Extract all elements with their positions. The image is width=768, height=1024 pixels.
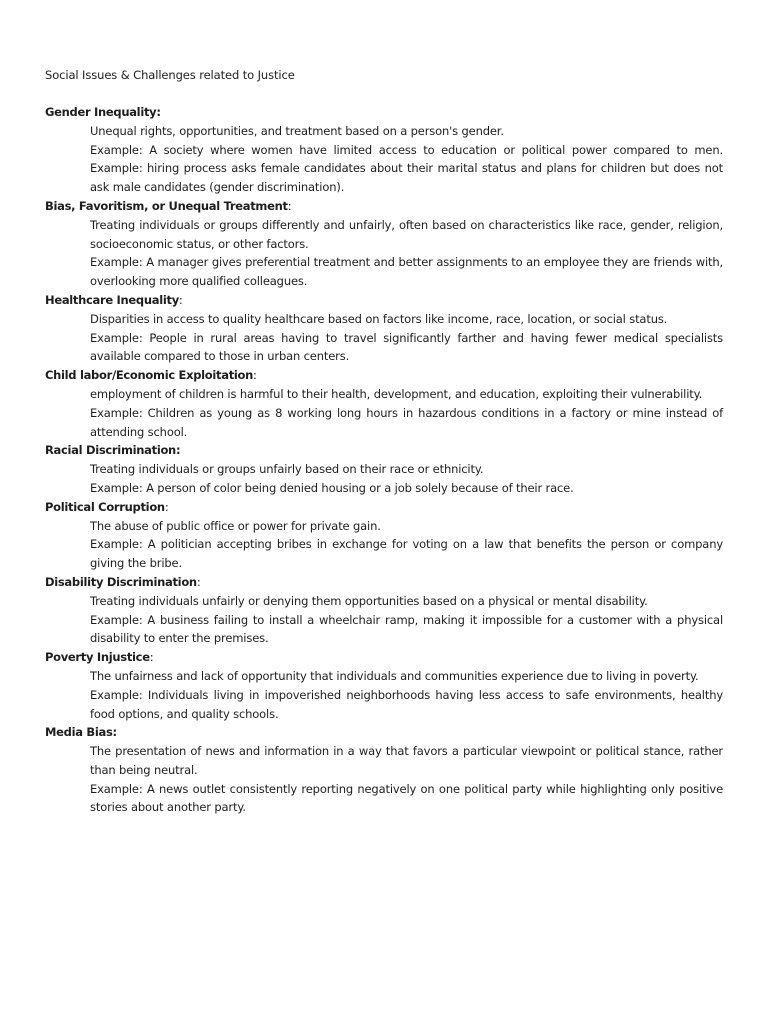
- section-heading-text: Healthcare Inequality: [45, 292, 179, 307]
- section-heading-text: Media Bias:: [45, 725, 117, 740]
- section-heading-colon: :: [253, 368, 257, 383]
- section-example: Example: A news outlet consistently reporting negatively on one political party while highlighting only positive stories about another party.: [90, 781, 723, 815]
- section-heading: [45, 291, 723, 310]
- section-example: Example: Individuals living in impoverished neighborhoods having less access to safe environments, healthy food options, and quality schools.: [90, 687, 723, 721]
- section-healthcare-inequality: [45, 291, 723, 366]
- section-example: Example: A business failing to install a wheelchair ramp, making it impossible for a customer with a physical disability to enter the premises.: [90, 612, 723, 646]
- section-definition: Disparities in access to quality healthcare based on factors like income, race, location, or social status.: [90, 311, 668, 326]
- section-heading: [45, 103, 723, 122]
- section-child-labor: [45, 366, 723, 441]
- section-heading-text: Political Corruption: [45, 499, 165, 514]
- section-example: Example: A manager gives preferential treatment and better assignments to an employee they are friends with, overlooking more qualified colleagues.: [90, 255, 723, 289]
- section-political-corruption: [45, 498, 723, 573]
- document-title: Social Issues & Challenges related to Justice: [45, 68, 295, 82]
- section-definition: employment of children is harmful to their health, development, and education, exploiting their vulnerability.: [90, 386, 703, 401]
- section-example: Example: A politician accepting bribes in exchange for voting on a law that benefits the person or company giving the bribe.: [90, 537, 723, 571]
- section-heading: [45, 441, 723, 460]
- section-example: Example: Children as young as 8 working long hours in hazardous conditions in a factory or mine instead of attending school.: [90, 405, 723, 439]
- section-definition: The abuse of public office or power for private gain.: [90, 518, 381, 533]
- section-heading-text: Child labor/Economic Exploitation: [45, 368, 254, 383]
- section-definition: Treating individuals or groups unfairly based on their race or ethnicity.: [90, 462, 484, 477]
- section-bias-favoritism: [45, 197, 723, 291]
- section-definition: Treating individuals unfairly or denying them opportunities based on a physical or mental disability.: [90, 593, 648, 608]
- section-example: Example: A society where women have limited access to education or political power compared to men. Example: hiring process asks female candidates about their marital status and plans for children but does not ask male candidates (gender discrimination).: [90, 142, 723, 195]
- section-disability-discrimination: [45, 573, 723, 648]
- section-heading: [45, 648, 723, 667]
- section-heading-text: Disability Discrimination: [45, 574, 197, 589]
- section-heading-colon: :: [178, 292, 183, 307]
- section-heading-text: Gender Inequality:: [45, 105, 161, 119]
- section-definition: Unequal rights, opportunities, and treatment based on a person's gender.: [90, 123, 504, 138]
- section-racial-discrimination: [45, 441, 723, 497]
- section-heading: [45, 723, 723, 742]
- section-heading-text: Poverty Injustice: [45, 650, 150, 665]
- section-heading-text: Racial Discrimination:: [45, 443, 181, 458]
- section-heading: [45, 197, 723, 216]
- document-body: [45, 103, 723, 817]
- section-heading-colon: :: [287, 198, 292, 213]
- section-gender-inequality: [45, 103, 723, 197]
- section-heading-text: Bias, Favoritism, or Unequal Treatment: [45, 198, 288, 213]
- section-heading: [45, 366, 723, 385]
- section-definition: Treating individuals or groups differently and unfairly, often based on characteristics like race, gender, religion, socioeconomic status, or other factors.: [90, 217, 723, 251]
- section-example: Example: A person of color being denied housing or a job solely because of their race.: [90, 480, 574, 495]
- section-heading: [45, 498, 723, 517]
- section-heading-colon: :: [164, 499, 169, 514]
- section-heading-colon: :: [196, 574, 201, 589]
- section-media-bias: [45, 723, 723, 817]
- section-definition: The presentation of news and information in a way that favors a particular viewpoint or political stance, rather than being neutral.: [90, 744, 723, 777]
- section-poverty-injustice: [45, 648, 723, 723]
- section-definition: The unfairness and lack of opportunity that individuals and communities experience due to living in poverty.: [90, 668, 699, 683]
- section-example: Example: People in rural areas having to travel significantly farther and having fewer medical specialists available compared to those in urban centers.: [90, 330, 723, 364]
- section-heading-colon: :: [149, 650, 154, 665]
- section-heading: [45, 573, 723, 592]
